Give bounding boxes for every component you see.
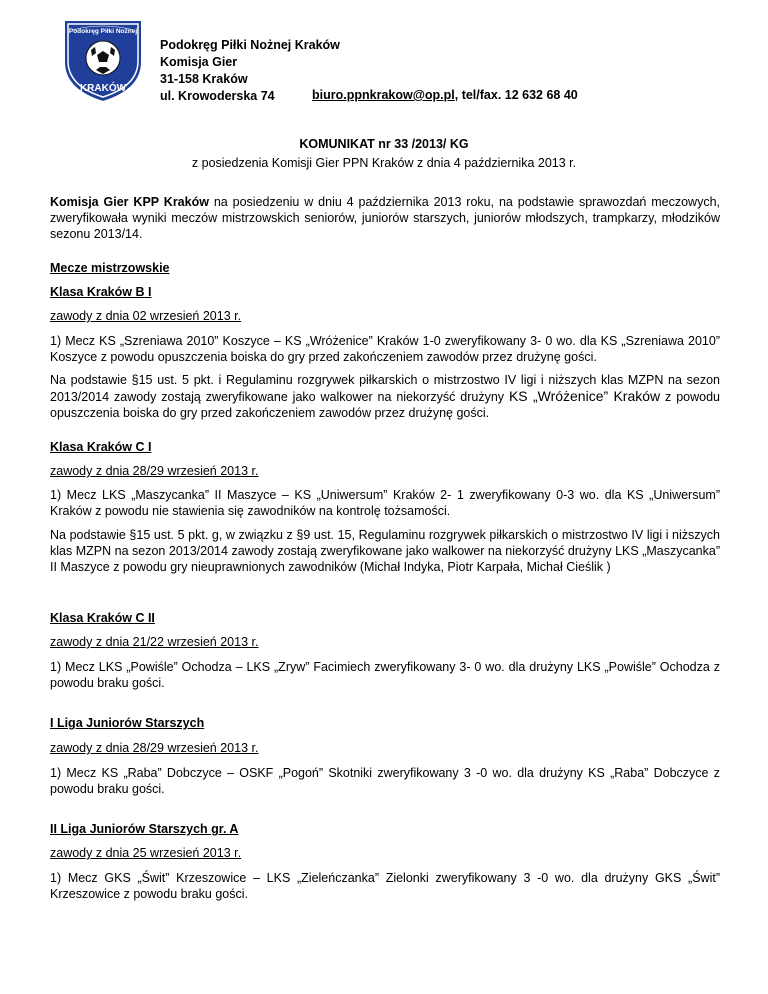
b1-match-1: 1) Mecz KS „Szreniawa 2010” Koszyce – KS „Wróżenice” Kraków 1-0 zweryfikowany 3- 0 wo. dla KS „Szreniawa 2010” Koszyce z powodu opuszczenia boiska do gry przed zakończeniem zawodów przez drużynę gości.	[50, 334, 720, 365]
heading-mecze: Mecze mistrzowskie	[50, 261, 170, 275]
b1-ruling-b: z powodu opuszczenia boiska do gry przed zakończeniem zawodów przez drużynę gości.	[50, 390, 721, 421]
date-c1: zawody z dnia 28/29 wrzesień 2013 r.	[50, 464, 259, 478]
b1-ruling-a: Na podstawie §15 ust. 5 pkt. i Regulaminu rozgrywek piłkarskich o mistrzostwo IV ligi i niższych klas MZPN na sezon 2013/2014 zawody zostają zweryfikowane jako walkower na niekorzyść drużyny	[50, 373, 720, 405]
contact-line	[312, 88, 578, 102]
logo-top-text: Podokręg Piłki Nożnej	[68, 28, 138, 35]
heading-ljs2: II Liga Juniorów Starszych gr. A	[50, 822, 239, 836]
b1-ruling	[50, 372, 720, 422]
ljs2-match-1: 1) Mecz GKS „Świt” Krzeszowice – LKS „Zieleńczanka” Zielonki zweryfikowany 3 -0 wo. dla drużyny GKS „Świt” Krzeszowice z powodu braku gości.	[50, 871, 720, 902]
c2-match-1: 1) Mecz LKS „Powiśle” Ochodza – LKS „Zryw” Facimiech zweryfikowany 3- 0 wo. dla drużyny LKS „Powiśle” Ochodza z powodu braku gości.	[50, 660, 720, 691]
date-c2: zawody z dnia 21/22 wrzesień 2013 r.	[50, 635, 259, 649]
b1-ruling-team: KS „Wróżenice” Kraków	[508, 388, 661, 405]
ljs1-match-1: 1) Mecz KS „Raba” Dobczyce – OSKF „Pogoń” Skotniki zweryfikowany 3 -0 wo. dla drużyny KS „Raba” Dobczyce z powodu braku gości.	[50, 766, 720, 797]
date-b1: zawody z dnia 02 wrzesień 2013 r.	[50, 309, 242, 323]
date-ljs2: zawody z dnia 25 wrzesień 2013 r.	[50, 846, 242, 860]
email-link[interactable]: biuro.ppnkrakow@op.pl	[312, 88, 455, 102]
street-address: ul. Krowoderska 74	[160, 89, 275, 103]
ppn-krakow-logo	[58, 14, 148, 104]
intro-bold: Komisja Gier KPP Kraków	[50, 195, 209, 209]
heading-ljs1: I Liga Juniorów Starszych	[50, 716, 205, 730]
date-ljs1: zawody z dnia 28/29 wrzesień 2013 r.	[50, 741, 259, 755]
intro-paragraph	[50, 194, 720, 243]
c1-ruling: Na podstawie §15 ust. 5 pkt. g, w związku z §9 ust. 15, Regulaminu rozgrywek piłkarskich o mistrzostwo IV ligi i niższych klas MZPN na sezon 2013/2014 zawody zostają zweryfikowane jako walkower na niekorzyść drużyny LKS „Maszycanka” II Maszyce z powodu gry nieuprawnionych zawodników (Michał Indyka, Piotr Karpała, Michał Cieślik )	[50, 528, 720, 575]
heading-klasa-c1: Klasa Kraków C I	[50, 440, 152, 454]
intro-text: na posiedzeniu w dniu 4 października 2013 roku, na podstawie sprawozdań meczowych, zweryfikowała wyniki meczów mistrzowskich seniorów, juniorów starszych, juniorów młodszych, trampkarzy, młodzików sezonu 2013/14.	[50, 195, 721, 242]
dept-name: Komisja Gier	[160, 55, 238, 69]
phone-text: , tel/fax. 12 632 68 40	[454, 88, 578, 102]
heading-klasa-b1: Klasa Kraków B I	[50, 285, 152, 299]
communique-title: KOMUNIKAT nr 33 /2013/ KG	[299, 137, 469, 151]
org-name: Podokręg Piłki Nożnej Kraków	[160, 38, 340, 52]
communique-subtitle: z posiedzenia Komisji Gier PPN Kraków z dnia 4 października 2013 r.	[191, 156, 577, 170]
logo-bottom-text: KRAKÓW	[79, 83, 127, 94]
postcode-city: 31-158 Kraków	[160, 72, 248, 86]
heading-klasa-c2: Klasa Kraków C II	[50, 611, 155, 625]
c1-match-1: 1) Mecz LKS „Maszycanka” II Maszyce – KS „Uniwersum” Kraków 2- 1 zweryfikowany 0-3 wo. dla KS „Uniwersum” Kraków z powodu nie stawienia się zawodników na kontrolę tożsamości.	[50, 488, 720, 519]
